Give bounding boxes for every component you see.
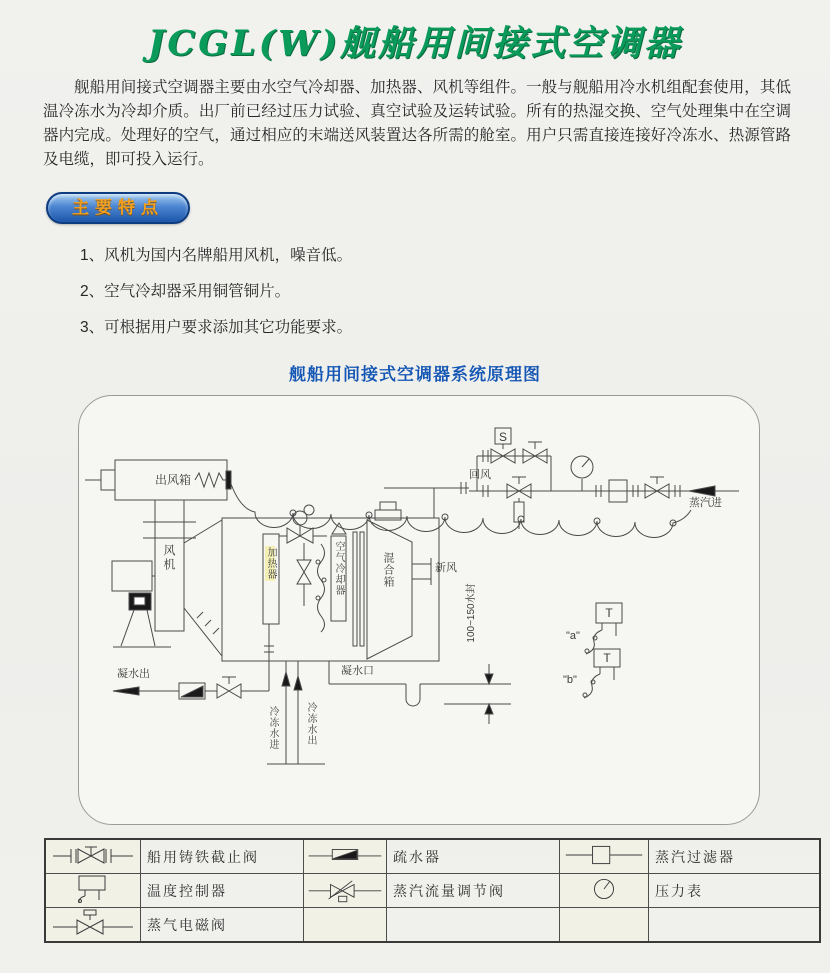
steam-piping-shape [469,428,739,529]
schematic-linework [79,396,759,824]
legend-row [45,839,820,874]
features-list [80,238,352,346]
legend-row [45,874,820,908]
label-fan: 风机 [162,544,176,572]
feature-item: 3、可根据用户要求添加其它功能要求。 [80,319,353,336]
legend-label: 压力表 [655,882,703,899]
label-steam-in: 蒸汽进 [689,497,722,509]
fan-unit-shape [112,500,222,656]
return-air-duct-shape [384,482,469,518]
label-heater: 加热器 [265,547,276,580]
empty-symbol-cell [304,908,387,943]
label-condensate-out: 凝水出 [117,668,150,680]
stop-valve-symbol-cell [45,839,141,874]
steam-filter-symbol-cell [560,839,649,874]
label-point-b: "b" [563,674,577,686]
legend-label: 船用铸铁截止阀 [147,848,259,865]
label-thermostat-2: T [603,651,611,665]
solenoid-valve-icon [49,908,137,938]
page-title: JCGL(W)舰船用间接式空调器 [147,23,683,64]
flow-valve-symbol-cell [304,874,387,908]
legend-label: 蒸汽过滤器 [655,848,735,865]
temp-controller-symbol-cell [45,874,141,908]
steam-trap-icon [305,840,385,870]
temp-controller-icon [49,874,137,904]
legend-label-cell [141,839,304,874]
features-badge: 主要特点 [46,192,190,224]
label-fresh-air: 新风 [435,562,457,574]
system-schematic [78,395,760,825]
legend-row [45,908,820,943]
label-solenoid-s: S [498,430,507,444]
label-condensate-port: 凝水口 [341,665,374,677]
legend-label-cell [387,839,560,874]
solenoid-valve-symbol-cell [45,908,141,943]
label-air-cooler: 空气冷却器 [333,541,344,596]
label-chilled-water-in: 冷冻水进 [267,706,278,750]
label-point-a: "a" [566,630,580,642]
legend-label-cell [649,874,821,908]
legend-label: 蒸汽流量调节阀 [393,882,505,899]
stop-valve-icon [49,840,137,870]
legend-label-cell [649,908,821,943]
label-thermostat-1: T [605,606,613,620]
feature-item: 2、空气冷却器采用铜管铜片。 [80,283,291,300]
feature-item: 1、风机为国内名牌船用风机，噪音低。 [80,247,353,264]
condensate-out-shape [113,677,269,699]
pressure-gauge-symbol-cell [560,874,649,908]
intro-paragraph: 舰船用间接式空调器主要由水空气冷却器、加热器、风机等组件。一般与舰船用冷水机组配套使用，其低温冷冻水为冷却介质。出厂前已经过压力试验、真空试验及运转试验。所有的热湿交换、空气处理集中在空调器内完成。处理好的空气，通过相应的末端送风装置达各所需的舱室。用户只需直接连接好冷冻水、热源管路及电缆，即可投入运行。 [43,79,791,168]
label-return-air: 回风 [469,469,491,481]
ahu-casing-shape [222,502,439,691]
symbol-legend-table [44,838,821,943]
legend-label: 温度控制器 [147,882,227,899]
legend-label-cell [387,874,560,908]
label-mixing-box: 混合箱 [382,552,394,588]
steam-trap-symbol-cell [304,839,387,874]
pressure-gauge-icon [562,874,646,904]
legend-label-cell [141,908,304,943]
legend-label-cell [141,874,304,908]
label-outlet-box: 出风箱 [154,473,191,487]
empty-symbol-cell [560,908,649,943]
label-water-seal: 100~150水封 [466,583,477,643]
legend-label-cell [387,908,560,943]
flow-valve-icon [305,874,385,904]
steam-filter-icon [562,840,646,870]
legend-label: 蒸气电磁阀 [147,916,227,933]
label-chilled-water-out: 冷冻水出 [305,702,316,746]
legend-label: 疏水器 [393,848,441,865]
diagram-title: 舰船用间接式空调器系统原理图 [289,365,541,384]
legend-label-cell [649,839,821,874]
